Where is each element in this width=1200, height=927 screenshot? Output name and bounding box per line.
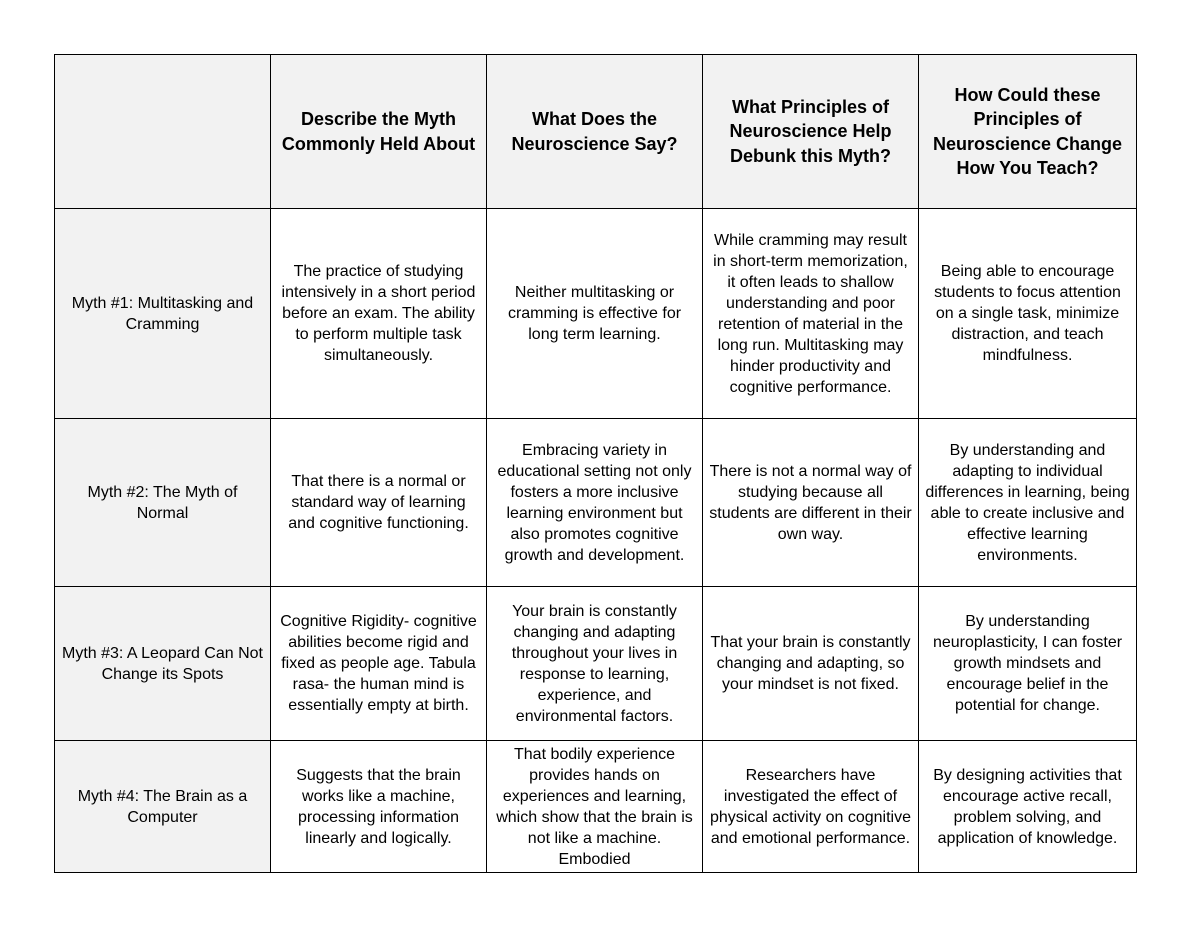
- describe-cell: Cognitive Rigidity- cognitive abilities become rigid and fixed as people age. Tabula rasa- the human mind is essentially empty at birth.: [271, 587, 487, 741]
- describe-cell: The practice of studying intensively in a short period before an exam. The ability to perform multiple task simultaneously.: [271, 209, 487, 419]
- table-row: [55, 741, 1137, 873]
- table-row: [55, 419, 1137, 587]
- header-row: [55, 55, 1137, 209]
- header-blank: [55, 55, 271, 209]
- myth-table: [54, 54, 1137, 873]
- myth-label: Myth #2: The Myth of Normal: [55, 419, 271, 587]
- header-describe-myth: Describe the Myth Commonly Held About: [271, 55, 487, 209]
- myth-label: Myth #1: Multitasking and Cramming: [55, 209, 271, 419]
- principles-cell: Researchers have investigated the effect of physical activity on cognitive and emotional performance.: [703, 741, 919, 873]
- neuroscience-cell: Embracing variety in educational setting not only fosters a more inclusive learning environment but also promotes cognitive growth and development.: [487, 419, 703, 587]
- teach-cell: By understanding and adapting to individual differences in learning, being able to create inclusive and effective learning environments.: [919, 419, 1137, 587]
- principles-cell: There is not a normal way of studying because all students are different in their own way.: [703, 419, 919, 587]
- myth-label: Myth #3: A Leopard Can Not Change its Spots: [55, 587, 271, 741]
- header-principles: What Principles of Neuroscience Help Debunk this Myth?: [703, 55, 919, 209]
- teach-cell: Being able to encourage students to focus attention on a single task, minimize distraction, and teach mindfulness.: [919, 209, 1137, 419]
- neuroscience-cell: That bodily experience provides hands on experiences and learning, which show that the brain is not like a machine. Embodied: [487, 741, 703, 873]
- describe-cell: Suggests that the brain works like a machine, processing information linearly and logically.: [271, 741, 487, 873]
- header-change-teaching: How Could these Principles of Neuroscience Change How You Teach?: [919, 55, 1137, 209]
- header-neuroscience-says: What Does the Neuroscience Say?: [487, 55, 703, 209]
- table-row: [55, 209, 1137, 419]
- table-row: [55, 587, 1137, 741]
- neuroscience-cell: Neither multitasking or cramming is effective for long term learning.: [487, 209, 703, 419]
- myth-label: Myth #4: The Brain as a Computer: [55, 741, 271, 873]
- teach-cell: By designing activities that encourage active recall, problem solving, and application of knowledge.: [919, 741, 1137, 873]
- describe-cell: That there is a normal or standard way of learning and cognitive functioning.: [271, 419, 487, 587]
- teach-cell: By understanding neuroplasticity, I can foster growth mindsets and encourage belief in the potential for change.: [919, 587, 1137, 741]
- neuroscience-cell: Your brain is constantly changing and adapting throughout your lives in response to learning, experience, and environmental factors.: [487, 587, 703, 741]
- principles-cell: That your brain is constantly changing and adapting, so your mindset is not fixed.: [703, 587, 919, 741]
- principles-cell: While cramming may result in short-term memorization, it often leads to shallow understanding and poor retention of material in the long run. Multitasking may hinder productivity and cognitive performance.: [703, 209, 919, 419]
